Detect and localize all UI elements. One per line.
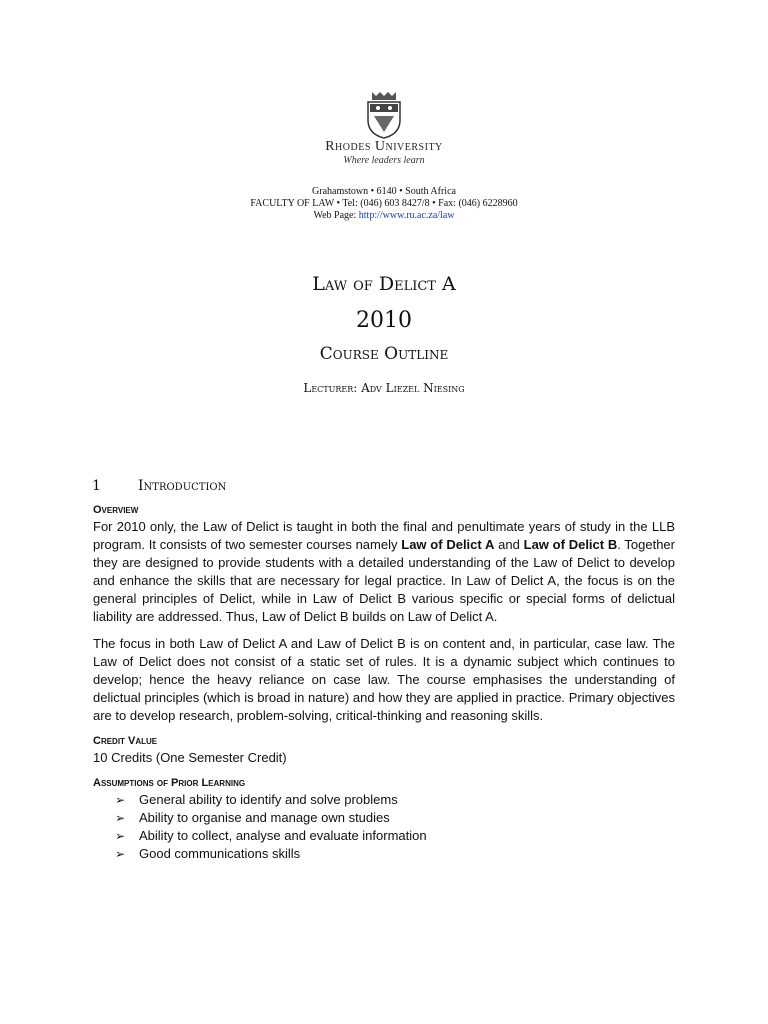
document-type-title: Course Outline — [319, 344, 449, 364]
prior-learning-list — [93, 791, 675, 863]
p1-bold-delict-b: Law of Delict B — [523, 537, 618, 552]
p1-text-c: . Together they are designed to provide students with a detailed understanding of the Law of Delict to develop and enhance the skills that are necessary for legal practice. In Law of Delict A, the focus is on the general principles of Delict, while in Law of Delict B various specific or special forms of delictual liability are addressed. Thus, Law of Delict B builds on Law of Delict A. — [93, 537, 675, 624]
overview-paragraph-1 — [93, 518, 675, 626]
university-name-text: Rhodes University — [325, 139, 443, 154]
list-item-text: Good communications skills — [139, 846, 301, 861]
address-line: Grahamstown • 6140 • South Africa — [312, 186, 456, 197]
section-heading-text: Introduction — [138, 478, 227, 494]
overview-paragraph-2: The focus in both Law of Delict A and Law of Delict B is on content and, in particular, case law. The Law of Delict does not consist of a static set of rules. It is a dynamic subject which continues to develop; hence the heavy reliance on case law. The course emphasises the understanding of delictual principles (which is broad in nature) and how they are applied in practice. Primary objectives are to develop research, problem-solving, critical-thinking and reasoning skills. — [93, 636, 675, 723]
arrowhead-bullet-icon: ➢ — [115, 793, 126, 807]
list-item — [115, 809, 675, 827]
faculty-contact-line: FACULTY OF LAW • Tel: (046) 603 8427/8 • Fax: (046) 6228960 — [250, 198, 518, 209]
university-motto: Where leaders learn — [343, 155, 425, 166]
university-name — [0, 139, 768, 155]
lecturer-line: Lecturer: Adv Liezel Niesing — [303, 381, 465, 395]
credit-value-text: 10 Credits (One Semester Credit) — [93, 750, 287, 765]
p1-bold-delict-a: Law of Delict A — [401, 537, 495, 552]
arrowhead-bullet-icon: ➢ — [115, 811, 126, 825]
web-page-line — [0, 210, 768, 222]
web-page-label: Web Page: — [313, 210, 359, 221]
list-item — [115, 827, 675, 845]
credit-value-subheading: Credit Value — [93, 735, 158, 747]
section-number: 1 — [92, 478, 101, 494]
arrowhead-bullet-icon: ➢ — [115, 847, 126, 861]
prior-learning-subheading: Assumptions of Prior Learning — [93, 777, 246, 789]
list-item-text: Ability to collect, analyse and evaluate information — [139, 828, 427, 843]
list-item — [115, 791, 675, 809]
list-item-text: General ability to identify and solve problems — [139, 792, 398, 807]
list-item-text: Ability to organise and manage own studies — [139, 810, 390, 825]
p1-text-and: and — [494, 537, 524, 552]
p1-text-a: For 2010 only, the Law of Delict is taught in both the final and penultimate years of study in the LLB program. It consists of two semester courses namely — [93, 519, 675, 552]
course-title: Law of Delict A — [312, 273, 456, 295]
overview-subheading: Overview — [93, 504, 139, 516]
list-item — [115, 845, 675, 863]
arrowhead-bullet-icon: ➢ — [115, 829, 126, 843]
course-year: 2010 — [356, 308, 412, 333]
section-content — [93, 503, 675, 863]
web-page-link[interactable]: http://www.ru.ac.za/law — [358, 210, 455, 221]
section-heading — [92, 478, 226, 494]
university-crest-icon — [364, 90, 404, 140]
